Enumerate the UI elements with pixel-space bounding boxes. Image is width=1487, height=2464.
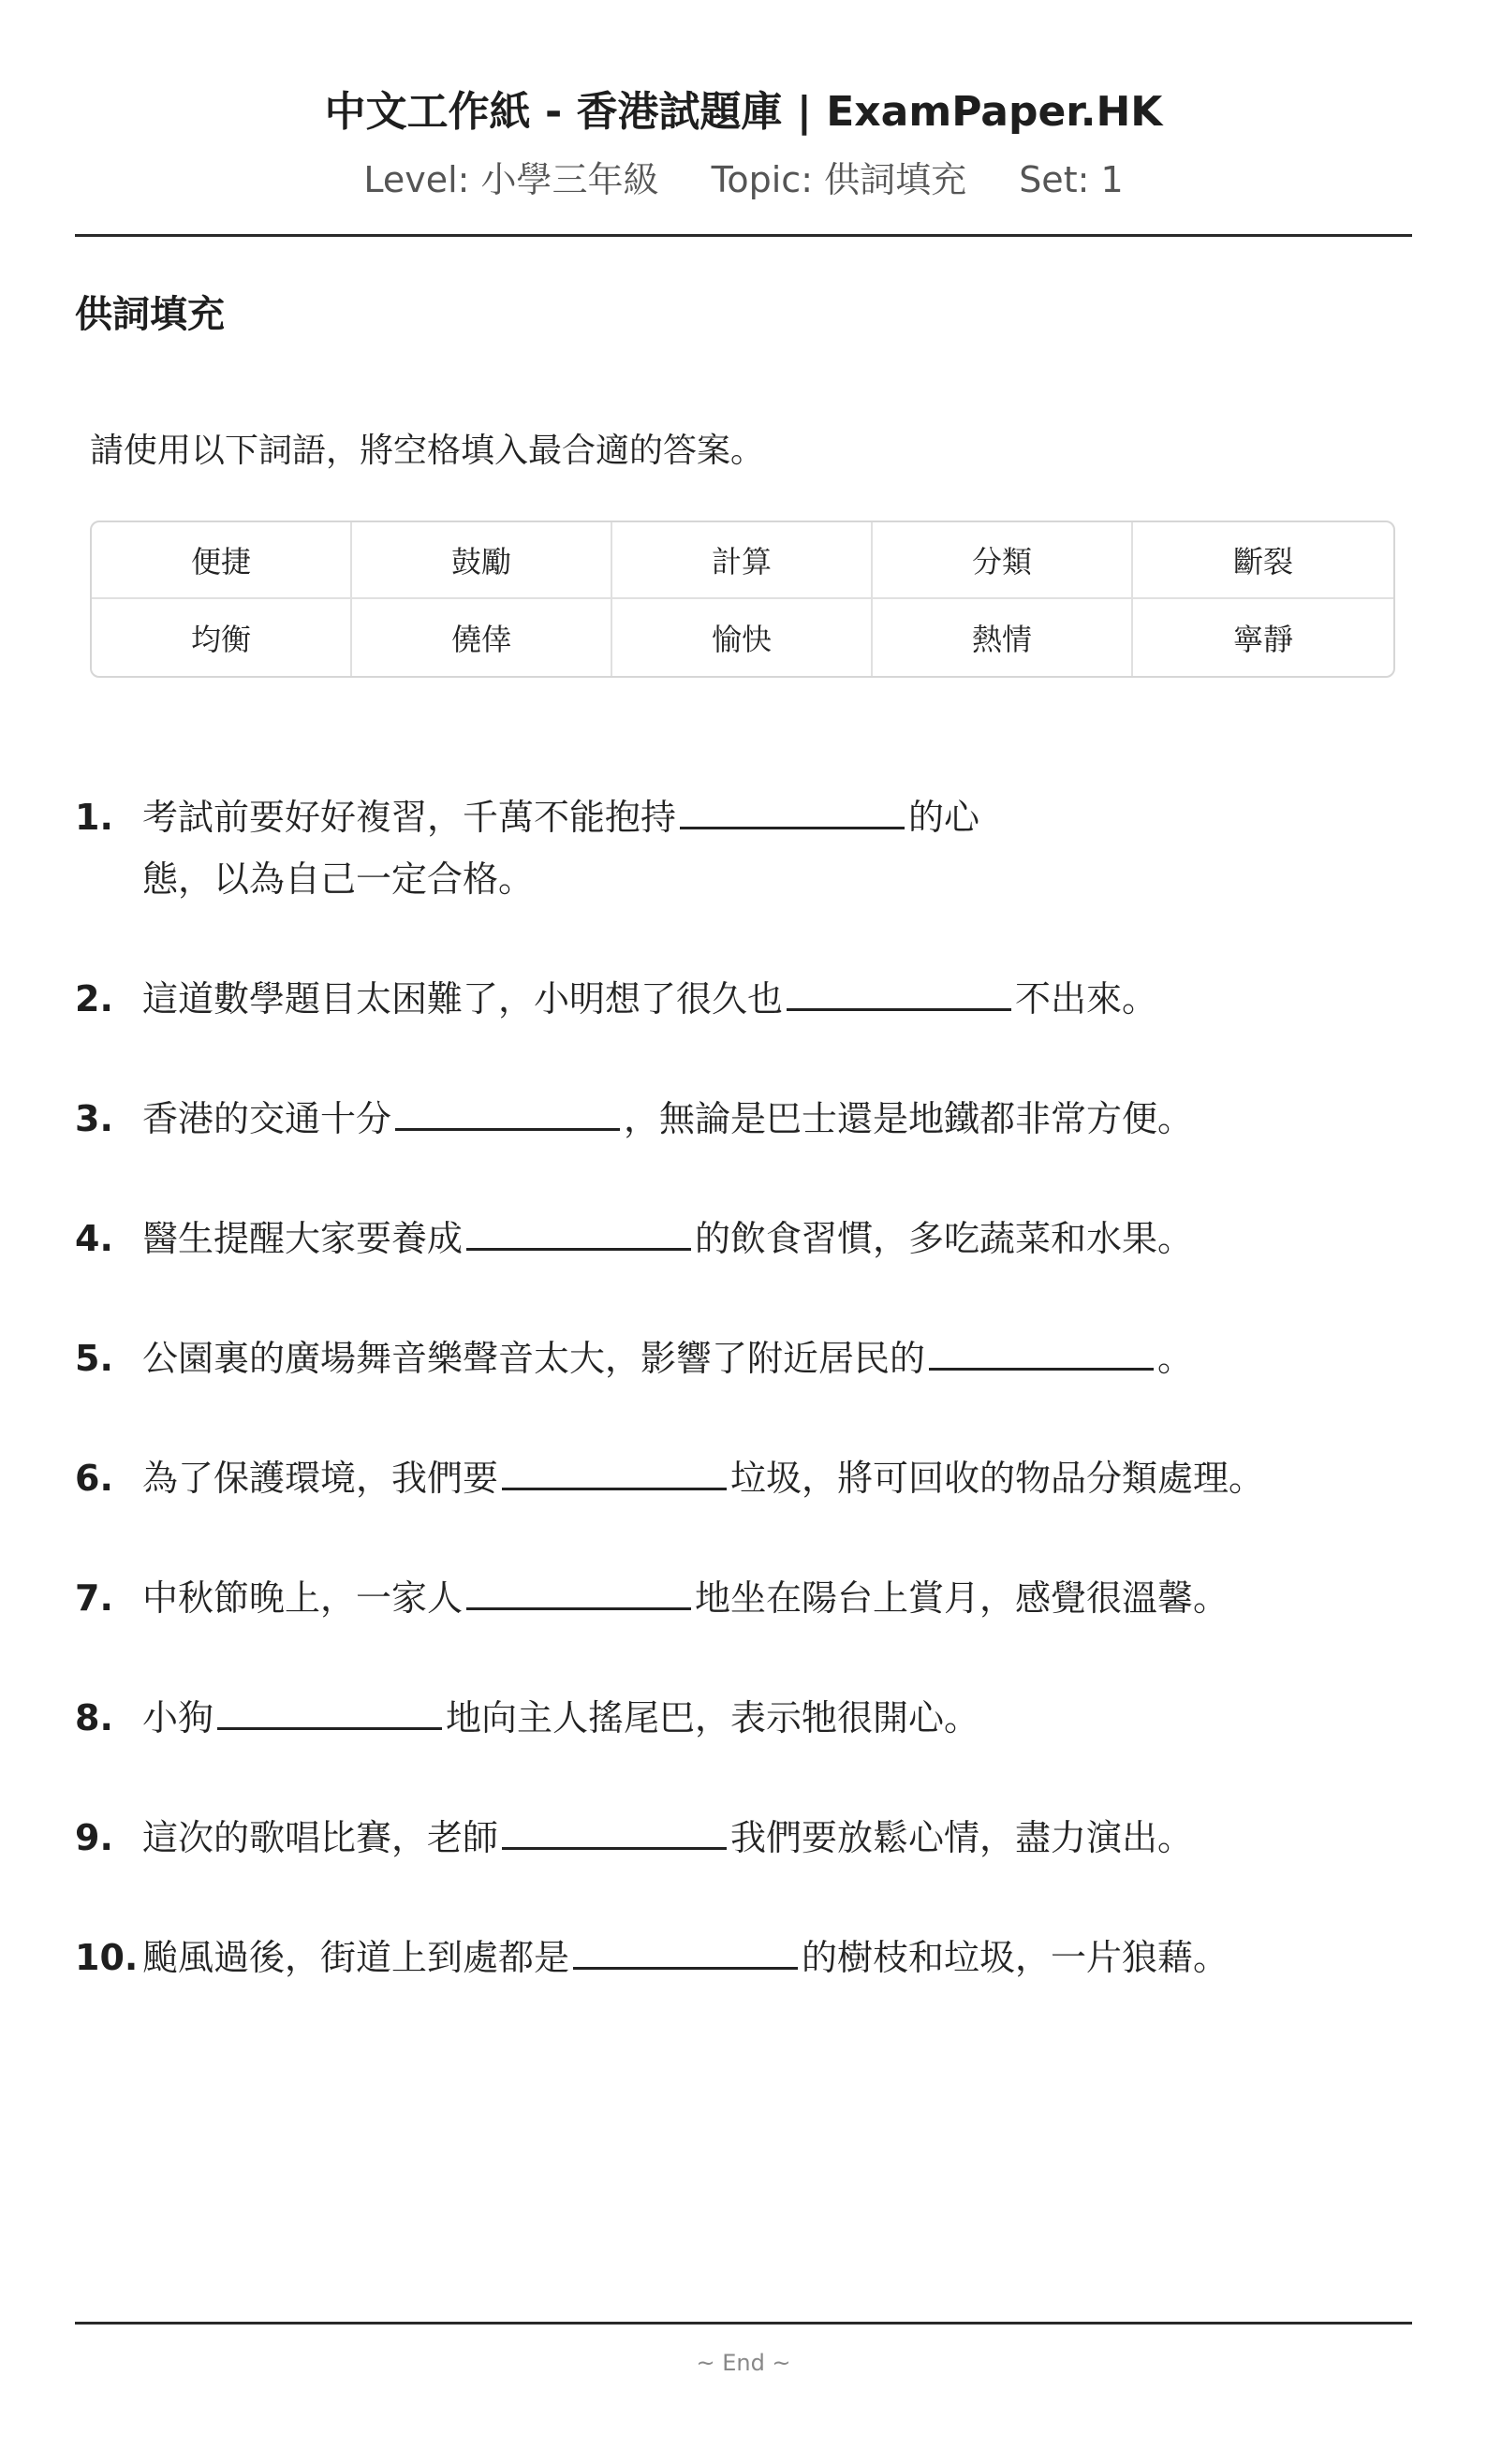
question-item	[75, 1447, 1360, 1509]
word-bank-table	[90, 521, 1395, 678]
question-text-after: 。	[1157, 1338, 1194, 1379]
question-text-before: 醫生提醒大家要養成	[142, 1218, 464, 1259]
level-label: Level: 小學三年級	[363, 159, 659, 200]
question-text-before: 小狗	[142, 1697, 214, 1738]
question-text-before: 這道數學題目太困難了，小明想了很久也	[142, 978, 784, 1019]
answer-blank[interactable]	[502, 1810, 727, 1850]
question-item	[75, 1807, 1360, 1869]
word-bank-cell: 分類	[873, 522, 1133, 599]
question-number: 4.	[75, 1218, 113, 1259]
question-text-before: 香港的交通十分	[142, 1098, 392, 1139]
answer-blank[interactable]	[787, 971, 1011, 1011]
question-text-before: 為了保護環境，我們要	[142, 1458, 499, 1499]
question-text-after: 的樹枝和垃圾，一片狼藉。	[802, 1937, 1229, 1978]
question-text-after: 的飲食習慣，多吃蔬菜和水果。	[695, 1218, 1194, 1259]
question-text-before: 颱風過後，街道上到處都是	[142, 1937, 570, 1978]
question-number: 9.	[75, 1817, 113, 1858]
word-bank-cell: 便捷	[92, 522, 352, 599]
answer-blank[interactable]	[502, 1450, 727, 1490]
answer-blank[interactable]	[573, 1929, 798, 1970]
word-bank-cell: 僥倖	[352, 599, 612, 676]
worksheet-meta	[75, 157, 1412, 202]
question-list	[75, 786, 1412, 2046]
worksheet-header	[75, 0, 1412, 202]
question-item	[75, 1927, 1360, 1988]
word-bank-cell: 鼓勵	[352, 522, 612, 599]
question-text-after: 地向主人搖尾巴，表示牠很開心。	[446, 1697, 980, 1738]
instruction-text: 請使用以下詞語，將空格填入最合適的答案。	[90, 432, 765, 470]
page-title: 中文工作紙 - 香港試題庫 | ExamPaper.HK	[324, 88, 1163, 136]
question-number: 1.	[75, 797, 113, 838]
answer-blank[interactable]	[929, 1330, 1154, 1371]
question-item	[75, 1088, 1360, 1150]
question-number: 7.	[75, 1577, 113, 1619]
question-text-before: 公園裏的廣場舞音樂聲音太大，影響了附近居民的	[142, 1338, 926, 1379]
answer-blank[interactable]	[466, 1210, 691, 1251]
question-text-after: 的心態，以為自己一定合格。	[142, 797, 980, 900]
question-number: 8.	[75, 1697, 113, 1738]
question-number: 6.	[75, 1458, 113, 1499]
set-label: Set: 1	[1019, 159, 1124, 200]
question-text-before: 中秋節晚上，一家人	[142, 1577, 464, 1619]
question-text-after: ，無論是巴士還是地鐵都非常方便。	[624, 1098, 1194, 1139]
word-bank-cell: 計算	[612, 522, 873, 599]
question-text-after: 地坐在陽台上賞月，感覺很溫馨。	[695, 1577, 1229, 1619]
question-text-before: 考試前要好好複習，千萬不能抱持	[142, 797, 677, 838]
question-item	[75, 1208, 1360, 1269]
question-number: 3.	[75, 1098, 113, 1139]
question-text-before: 這次的歌唱比賽，老師	[142, 1817, 499, 1858]
question-number: 2.	[75, 978, 113, 1019]
section-title: 供詞填充	[75, 293, 225, 336]
word-bank-cell: 寧靜	[1232, 622, 1293, 657]
answer-blank[interactable]	[217, 1690, 442, 1730]
header-divider	[75, 234, 1412, 237]
question-item	[75, 968, 1360, 1030]
worksheet-page	[75, 0, 1412, 2464]
answer-blank[interactable]	[466, 1570, 691, 1610]
word-bank-cell: 熱情	[873, 599, 1133, 676]
question-item	[75, 1687, 1360, 1749]
footer-divider	[75, 2322, 1412, 2325]
word-bank-cell: 斷裂	[1133, 522, 1393, 599]
question-text-after: 我們要放鬆心情，盡力演出。	[730, 1817, 1194, 1858]
question-text-after: 垃圾，將可回收的物品分類處理。	[730, 1458, 1265, 1499]
question-number: 5.	[75, 1338, 113, 1379]
topic-label: Topic: 供詞填充	[711, 159, 967, 200]
question-item	[75, 1327, 1360, 1389]
word-bank-cell: 均衡	[92, 599, 352, 676]
answer-blank[interactable]	[680, 789, 905, 829]
answer-blank[interactable]	[395, 1091, 620, 1131]
question-item	[75, 1567, 1360, 1629]
word-bank-cell: 愉快	[612, 599, 873, 676]
question-number: 10.	[75, 1937, 139, 1978]
question-text-after: 不出來。	[1015, 978, 1158, 1019]
question-item	[75, 786, 985, 910]
footer-end-marker: ~ End ~	[696, 2350, 791, 2376]
